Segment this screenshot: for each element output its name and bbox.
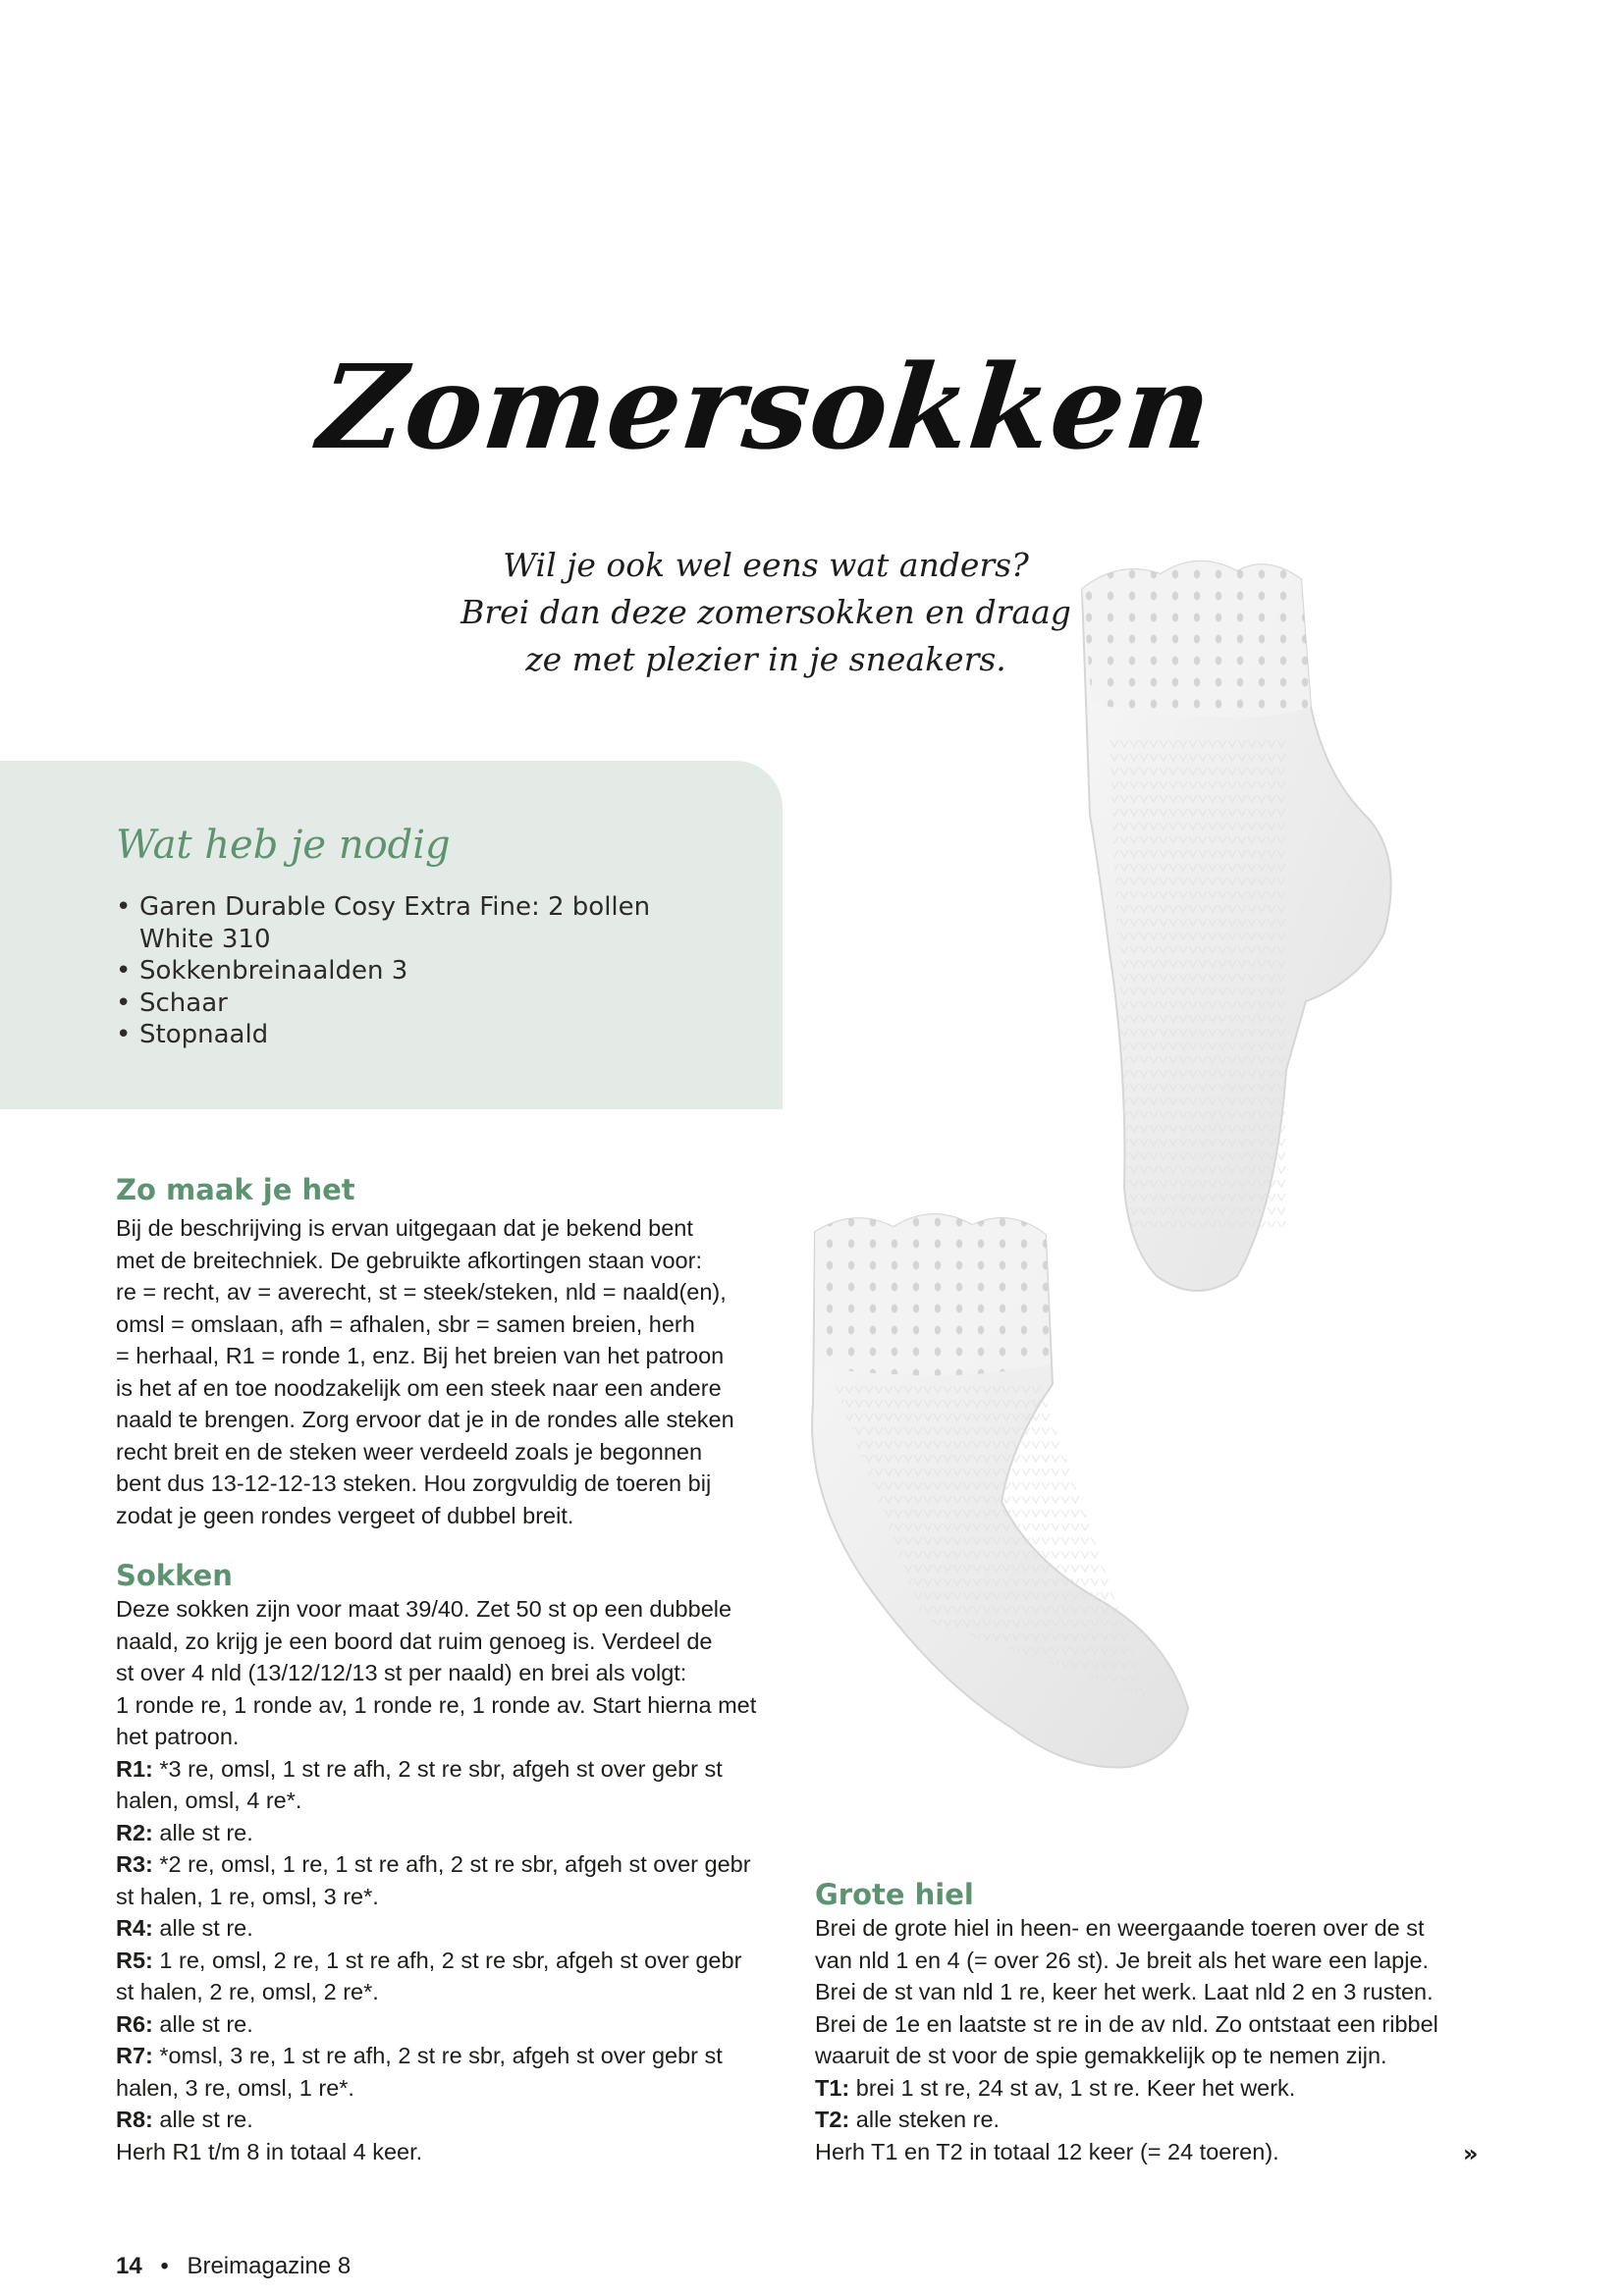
pattern-row bbox=[116, 1945, 756, 1977]
page-title: Zomersokken bbox=[312, 339, 1219, 475]
text-line: Deze sokken zijn voor maat 39/40. Zet 50 st op een dubbele bbox=[116, 1596, 732, 1622]
text-line: het patroon. bbox=[116, 1724, 240, 1749]
page-number: 14 bbox=[116, 2253, 142, 2279]
text-line: is het af en toe noodzakelijk om een steek naar een andere bbox=[116, 1374, 722, 1401]
text-line: re = recht, av = averecht, st = steek/steken, nld = naald(en), bbox=[116, 1279, 727, 1305]
text-line: st halen, 1 re, omsl, 3 re*. bbox=[116, 1883, 379, 1909]
text-line: naald te brengen. Zorg ervoor dat je in de rondes alle steken bbox=[116, 1407, 734, 1432]
pattern-row bbox=[815, 2072, 1438, 2105]
row-text: alle steken re. bbox=[849, 2107, 1001, 2132]
text-line: Brei de st van nld 1 re, keer het werk. Laat nld 2 en 3 rusten. bbox=[815, 1979, 1434, 2004]
text-line: met de breitechniek. De gebruikte afkortingen staan voor: bbox=[116, 1247, 702, 1273]
text-line: waaruit de st voor de spie gemakkelijk op te nemen zijn. bbox=[815, 2043, 1387, 2068]
section-heading-sokken: Sokken bbox=[116, 1559, 233, 1592]
materials-item: • Garen Durable Cosy Extra Fine: 2 bollen bbox=[116, 891, 650, 924]
row-text: 1 re, omsl, 2 re, 1 st re afh, 2 st re sbr, afgeh st over gebr bbox=[152, 1947, 742, 1973]
pattern-row bbox=[815, 2104, 1438, 2136]
row-label: R8: bbox=[116, 2107, 153, 2132]
text-line: st over 4 nld (13/12/12/13 st per naald) en brei als volgt: bbox=[116, 1660, 687, 1685]
pattern-row bbox=[116, 1848, 756, 1881]
materials-item: • Stopnaald bbox=[116, 1019, 650, 1051]
materials-item: • Sokkenbreinaalden 3 bbox=[116, 955, 650, 988]
text-line: = herhaal, R1 = ronde 1, enz. Bij het breien van het patroon bbox=[116, 1343, 725, 1368]
socks-photo bbox=[776, 520, 1483, 1796]
row-text: alle st re. bbox=[152, 2010, 253, 2037]
text-line: Bij de beschrijving is ervan uitgegaan dat je bekend bent bbox=[116, 1215, 693, 1241]
pattern-row bbox=[116, 2040, 756, 2072]
sokken-text bbox=[116, 1593, 756, 2167]
intro-line: Wil je ook wel eens wat anders? bbox=[503, 546, 1029, 584]
row-label: R3: bbox=[116, 1851, 153, 1877]
row-label: R6: bbox=[116, 2010, 153, 2037]
row-label: R7: bbox=[116, 2043, 153, 2068]
materials-title: Wat heb je nodig bbox=[116, 823, 451, 868]
pattern-row bbox=[116, 1817, 756, 1849]
text-line: Brei de grote hiel in heen- en weergaande toeren over de st bbox=[815, 1915, 1425, 1941]
sock-front bbox=[812, 1214, 1188, 1768]
text-line: halen, omsl, 4 re*. bbox=[116, 1788, 302, 1813]
text-line: Herh T1 en T2 in totaal 12 keer (= 24 toeren). bbox=[815, 2138, 1279, 2164]
text-line: naald, zo krijg je een boord dat ruim genoeg is. Verdeel de bbox=[116, 1628, 713, 1654]
row-label: R2: bbox=[116, 1819, 153, 1845]
row-label: T2: bbox=[815, 2107, 850, 2132]
row-label: R5: bbox=[116, 1947, 153, 1973]
text-line: Brei de 1e en laatste st re in de av nld. Zo ontstaat een ribbel bbox=[815, 2010, 1438, 2037]
continued-arrow-icon: » bbox=[1463, 2140, 1479, 2167]
section-heading-howto: Zo maak je het bbox=[116, 1173, 355, 1206]
row-text: alle st re. bbox=[152, 1819, 253, 1845]
sock-back bbox=[1082, 561, 1391, 1291]
row-label: T1: bbox=[815, 2074, 850, 2101]
text-line: zodat je geen rondes vergeet of dubbel breit. bbox=[116, 1502, 574, 1528]
text-line: recht breit en de steken weer verdeeld zoals je begonnen bbox=[116, 1438, 703, 1465]
pattern-row bbox=[116, 2008, 756, 2041]
intro-line: ze met plezier in je sneakers. bbox=[525, 640, 1006, 678]
section-heading-hiel: Grote hiel bbox=[815, 1878, 974, 1911]
intro-line: Brei dan deze zomersokken en draag bbox=[460, 593, 1071, 631]
row-text: alle st re. bbox=[152, 1915, 253, 1941]
row-text: *2 re, omsl, 1 re, 1 st re afh, 2 st re sbr, afgeh st over gebr bbox=[152, 1851, 751, 1877]
row-label: R4: bbox=[116, 1915, 153, 1941]
pattern-row bbox=[116, 2104, 756, 2136]
row-label: R1: bbox=[116, 1755, 153, 1782]
text-line: st halen, 2 re, omsl, 2 re*. bbox=[116, 1979, 379, 2004]
materials-list bbox=[116, 891, 650, 1051]
pattern-row bbox=[116, 1753, 756, 1786]
text-line: van nld 1 en 4 (= over 26 st). Je breit als het ware een lapje. bbox=[815, 1947, 1430, 1973]
page-footer bbox=[116, 2253, 351, 2280]
row-text: alle st re. bbox=[152, 2107, 253, 2132]
materials-item: • Schaar bbox=[116, 988, 650, 1020]
text-line: halen, 3 re, omsl, 1 re*. bbox=[116, 2074, 354, 2101]
footer-separator: • bbox=[160, 2253, 169, 2279]
magazine-name: Breimagazine 8 bbox=[187, 2253, 352, 2279]
materials-item-continuation: White 310 bbox=[139, 924, 271, 954]
howto-text bbox=[116, 1212, 734, 1531]
row-text: *3 re, omsl, 1 st re afh, 2 st re sbr, afgeh st over gebr st bbox=[152, 1755, 723, 1782]
text-line: 1 ronde re, 1 ronde av, 1 ronde re, 1 ronde av. Start hierna met bbox=[116, 1691, 757, 1718]
text-line: omsl = omslaan, afh = afhalen, sbr = samen breien, herh bbox=[116, 1310, 695, 1337]
pattern-row bbox=[116, 1912, 756, 1945]
text-line: bent dus 13-12-12-13 steken. Hou zorgvuldig de toeren bij bbox=[116, 1470, 712, 1496]
row-text: brei 1 st re, 24 st av, 1 st re. Keer het werk. bbox=[849, 2074, 1296, 2101]
row-text: *omsl, 3 re, 1 st re afh, 2 st re sbr, afgeh st over gebr st bbox=[152, 2043, 723, 2068]
text-line: Herh R1 t/m 8 in totaal 4 keer. bbox=[116, 2138, 423, 2164]
hiel-text bbox=[815, 1912, 1438, 2167]
